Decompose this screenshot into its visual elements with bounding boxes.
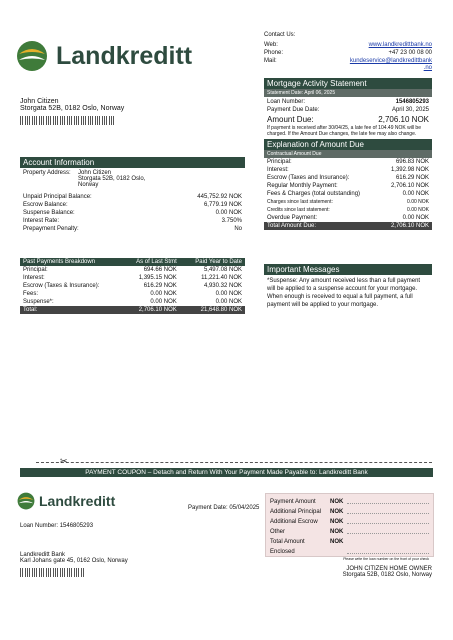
past-cell: Interest:	[23, 275, 45, 281]
past-total-cell: 21,648.80 NOK	[200, 307, 242, 313]
coupon-row	[270, 507, 429, 517]
past-header-row	[20, 258, 245, 266]
coupon-amount-field[interactable]	[347, 497, 429, 504]
explanation-row	[267, 198, 429, 206]
bank-street: Karl Johans gate 45, 0162 Oslo, Norway	[20, 558, 128, 564]
coupon-brand-name: Landkreditt	[39, 493, 116, 509]
due-label: Payment Due Date:	[267, 107, 320, 113]
web-label: Web:	[264, 42, 278, 48]
explanation-label: Credits since last statement:	[267, 207, 330, 213]
past-cell: Suspense*:	[23, 299, 54, 305]
past-cell: 5,497.08 NOK	[203, 267, 242, 273]
table-row	[20, 298, 245, 306]
explanation-value: 0.00 NOK	[407, 199, 429, 205]
owner-address	[300, 566, 432, 578]
past-cell: 1,395.15 NOK	[138, 275, 177, 281]
explanation-label: Overdue Payment:	[267, 215, 318, 221]
past-header-cell: Paid Year to Date	[195, 259, 242, 265]
coupon-row	[270, 517, 429, 527]
explanation-title: Explanation of Amount Due	[264, 139, 432, 150]
explanation-row	[267, 182, 429, 190]
explanation-value: 0.00 NOK	[402, 191, 429, 197]
coupon-amount-field[interactable]	[347, 507, 429, 514]
property-line: Norway	[78, 182, 99, 188]
loan-value: 1546805293	[395, 99, 429, 105]
mail-link-tail[interactable]: .no	[423, 65, 432, 71]
statement-box	[264, 78, 432, 138]
coupon-form	[265, 493, 434, 561]
bank-address	[20, 552, 128, 577]
account-row	[23, 201, 242, 209]
past-total-row	[20, 306, 245, 314]
coupon-amount-field[interactable]	[347, 517, 429, 524]
account-row	[23, 225, 242, 233]
account-row	[23, 217, 242, 225]
explanation-row	[267, 214, 429, 222]
explanation-value: 616.29 NOK	[395, 175, 429, 181]
coupon-row-label: Payment Amount	[270, 499, 316, 505]
past-cell: 694.66 NOK	[143, 267, 177, 273]
explanation-subtitle: Contractual Amount Due	[264, 150, 432, 158]
account-value: 0.00 NOK	[215, 210, 242, 216]
coupon-currency: NOK	[330, 539, 344, 545]
past-cell: 0.00 NOK	[150, 299, 177, 305]
coupon-loan-number: Loan Number: 1546805293	[20, 523, 94, 529]
coupon-currency: NOK	[330, 519, 344, 525]
past-cell: Escrow (Taxes & Insurance):	[23, 283, 100, 289]
past-total-cell: 2,706.10 NOK	[138, 307, 177, 313]
phone-value: +47 23 00 08 00	[388, 50, 432, 56]
table-row	[20, 266, 245, 274]
account-label: Prepayment Penalty:	[23, 226, 79, 232]
owner-street: Storgata 52B, 0182 Oslo, Norway	[342, 572, 432, 578]
explanation-label: Charges since last statement:	[267, 199, 333, 205]
coupon-payment-date: Payment Date: 05/04/2025	[188, 505, 260, 511]
brand-name: Landkreditt	[56, 41, 193, 70]
coupon-row-label: Additional Escrow	[270, 519, 318, 525]
coupon-currency: NOK	[330, 499, 344, 505]
coupon-amount-field[interactable]	[347, 527, 429, 534]
bank-name: Landkreditt Bank	[20, 552, 66, 558]
explanation-row	[267, 166, 429, 174]
coupon-currency: NOK	[330, 509, 344, 515]
account-row	[23, 209, 242, 217]
past-cell: 0.00 NOK	[150, 291, 177, 297]
coupon-form-note: Please write the loan number on the front of your check	[343, 557, 429, 561]
coupon-row	[270, 497, 429, 507]
customer-address	[20, 98, 124, 125]
explanation-label: Regular Monthly Payment:	[267, 183, 338, 189]
loan-label: Loan Number:	[267, 99, 306, 105]
account-value: 6,779.19 NOK	[203, 202, 242, 208]
table-row	[20, 274, 245, 282]
coupon-logo-icon	[17, 492, 35, 510]
explanation-value: 1,392.98 NOK	[390, 167, 429, 173]
coupon-row-label: Additional Principal	[270, 509, 322, 515]
messages-box	[264, 264, 432, 311]
account-row	[23, 193, 242, 201]
explanation-value: 0.00 NOK	[407, 207, 429, 213]
messages-body: *Suspense: Any amount received less than a full payment will be applied to a suspense account for your mortgage. When enough is received to equal a full payment, a full payment will be applied to your mortgage.	[267, 278, 421, 308]
coupon-logo	[17, 492, 115, 510]
phone-label: Phone:	[264, 50, 284, 56]
past-total-cell: Total:	[23, 307, 38, 313]
account-label: Escrow Balance:	[23, 202, 68, 208]
total-due-value: 2,706.10 NOK	[390, 223, 429, 229]
coupon-row-label: Total Amount Enclosed	[270, 539, 305, 555]
explanation-row	[267, 174, 429, 182]
explanation-row	[267, 190, 429, 198]
account-value: 3.750%	[221, 218, 242, 224]
table-row	[20, 290, 245, 298]
past-cell: 616.29 NOK	[143, 283, 177, 289]
messages-title: Important Messages	[264, 264, 432, 275]
statement-title: Mortgage Activity Statement	[264, 78, 432, 89]
due-value: April 30, 2025	[391, 107, 429, 113]
total-due-label: Total Amount Due:	[267, 223, 317, 229]
landkreditt-logo-icon	[16, 40, 48, 72]
customer-street: Storgata 52B, 0182 Oslo, Norway	[20, 105, 125, 112]
coupon-row	[270, 537, 429, 557]
coupon-amount-field[interactable]	[347, 537, 429, 554]
scissors-icon: ✂	[60, 456, 68, 466]
explanation-row	[267, 206, 429, 214]
customer-name: John Citizen	[20, 98, 59, 105]
brand-logo	[16, 40, 192, 72]
contact-block	[264, 32, 432, 71]
coupon-barcode	[20, 568, 85, 577]
amount-due-label: Amount Due:	[267, 115, 314, 124]
explanation-box	[264, 139, 432, 230]
amount-due-value: 2,706.10 NOK	[378, 115, 429, 124]
past-cell: Fees:	[23, 291, 39, 297]
coupon-row-label: Other	[270, 529, 286, 535]
past-cell: 0.00 NOK	[215, 299, 242, 305]
owner-name: JOHN CITIZEN HOME OWNER	[346, 566, 432, 572]
past-cell: 11,221.40 NOK	[201, 275, 242, 281]
past-payments-table	[20, 258, 245, 314]
web-link[interactable]: www.landkredittbank.no	[368, 42, 432, 48]
property-line: John Citizen	[78, 170, 112, 176]
explanation-label: Fees & Charges (total outstanding)	[267, 191, 361, 197]
account-label: Unpaid Principal Balance:	[23, 194, 92, 200]
past-cell: 0.00 NOK	[215, 291, 242, 297]
property-line: Storgata 52B, 0182 Oslo,	[78, 176, 146, 182]
property-label: Property Address:	[23, 170, 71, 176]
explanation-label: Interest:	[267, 167, 289, 173]
account-label: Interest Rate:	[23, 218, 60, 224]
past-cell: 4,930.32 NOK	[203, 283, 242, 289]
explanation-row	[267, 158, 429, 166]
coupon-banner: PAYMENT COUPON – Detach and Return With Your Payment Made Payable to: Landkreditt Bank	[20, 468, 433, 477]
account-box	[20, 157, 245, 233]
contact-title: Contact Us:	[264, 32, 296, 38]
mail-label: Mail:	[264, 58, 277, 64]
past-header-cell: Past Payments Breakdown	[23, 259, 96, 265]
late-fee-note: If payment is received after 30/04/25, a late fee of 104.49 NOK will be charged. If the Amount Due changes, the late fee may also change.	[267, 125, 421, 137]
postal-barcode	[20, 116, 115, 125]
mail-link[interactable]: kundeservice@landkredittbank	[349, 58, 432, 64]
past-header-cell: As of Last Stmt	[136, 259, 177, 265]
explanation-value: 696.83 NOK	[395, 159, 429, 165]
explanation-label: Principal:	[267, 159, 292, 165]
statement-date: Statement Date: April 06, 2025	[264, 89, 432, 97]
explanation-value: 0.00 NOK	[402, 215, 429, 221]
account-label: Suspense Balance:	[23, 210, 75, 216]
table-row	[20, 282, 245, 290]
explanation-value: 2,706.10 NOK	[390, 183, 429, 189]
coupon-currency: NOK	[330, 529, 344, 535]
detach-line	[36, 462, 432, 463]
past-cell: Principal:	[23, 267, 48, 273]
coupon-row	[270, 527, 429, 537]
explanation-label: Escrow (Taxes and Insurance):	[267, 175, 350, 181]
account-value: 445,752.92 NOK	[197, 194, 242, 200]
account-value: No	[234, 226, 242, 232]
account-title: Account Information	[20, 157, 245, 168]
